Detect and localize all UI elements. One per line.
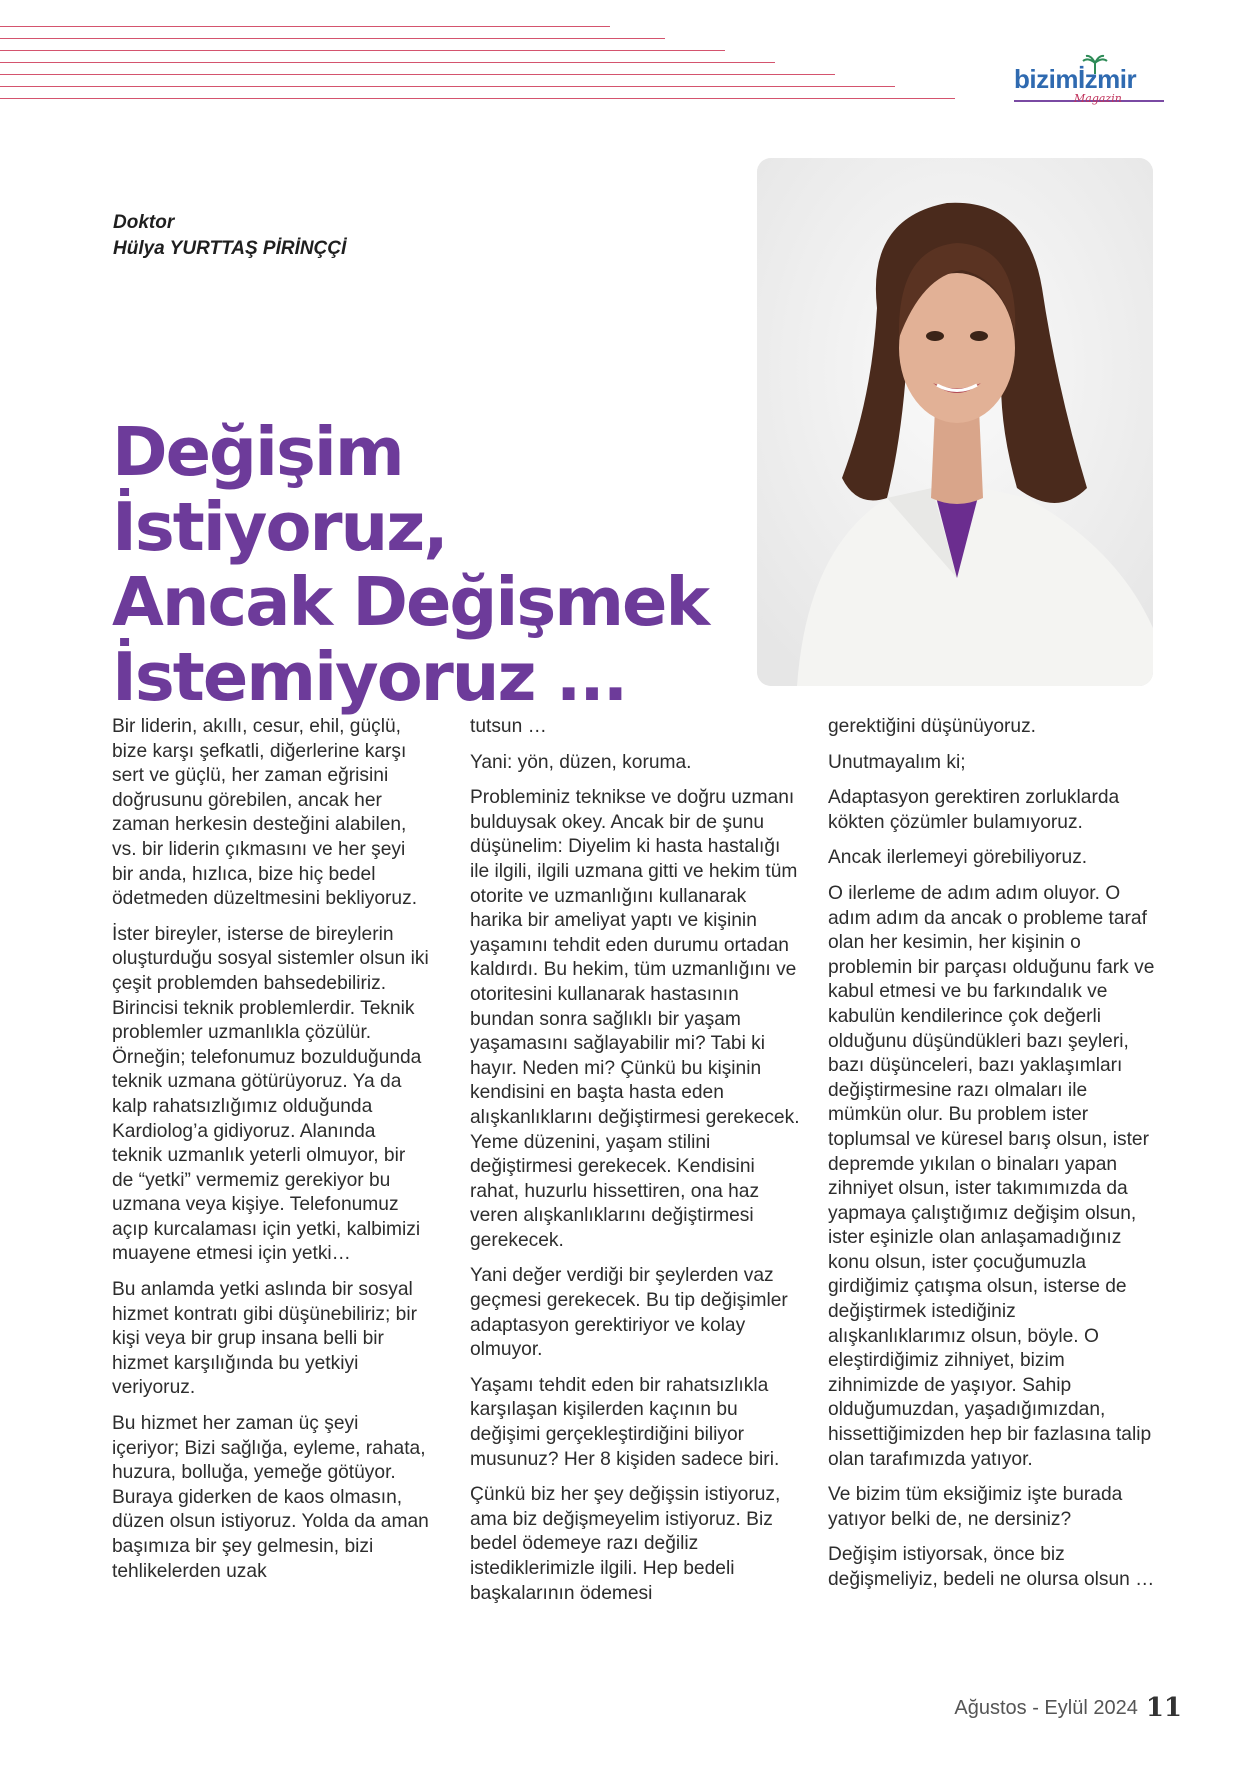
author-portrait-photo [757, 158, 1153, 686]
paragraph: İster bireyler, isterse de bireylerin oluşturduğu sosyal sistemler olsun iki çeşit problemden bahsedebiliriz. Birincisi teknik problemlerdir. Teknik problemler uzmanlıkla çözülür. Örneğin; telefonumuz bozulduğunda teknik uzmana götürüyoruz. Ya da kalp rahatsızlığımız olduğunda Kardiolog’a gidiyoruz. Alanında teknik uzmanlık yeterli olmuyor, bir de “yetki” vermemiz gerekiyor bu uzmana veya kişiye. Telefonumuz açıp kurcalaması için yetki, kalbimizi muayene etmesi için yetki… [112, 923, 429, 1265]
paragraph: tutsun … [470, 716, 547, 737]
article-headline [112, 415, 752, 715]
headline-line-2: Ancak Değişmek [112, 563, 709, 641]
paragraph: Bir liderin, akıllı, cesur, ehil, güçlü, bize karşı şefkatli, diğerlerine karşı sert ve güçlü, her zaman eğrisini doğrusunu görebilen, ancak her zaman herkesin desteğini alabilen, vs. bir liderin çıkmasını ve her şeyi bir anda, hızlıca, bize hiç bedel ödetmeden düzeltmesini bekliyoruz. [112, 716, 418, 910]
paragraph: Probleminiz teknikse ve doğru uzmanı bulduysak okey. Ancak bir de şunu düşünelim: Diyelim ki hasta hastalığı ile ilgili, ilgili uzmana gitti ve hekim tüm otorite ve uzmanlığını kullanarak harika bir ameliyat yaptı ve kişinin yaşamını tehdit eden durumu ortadan kaldırdı. Bu hekim, tüm uzmanlığını ve otoritesini kullanarak hastasının bundan sonra sağlıklı bir yaşam yaşamasını sağlayabilir mi? Tabi ki hayır. Neden mi? Çünkü bu kişinin kendisini en başta hasta eden alışkanlıklarını değiştirmesi gerekecek. Yeme düzenini, yaşam stilini değiştirmesi gerekecek. Kendisini rahat, huzurlu hissettiren, ona haz veren alışkanlıklarını değiştirmesi gerekecek. [470, 787, 800, 1251]
paragraph: gerektiğini düşünüyoruz. [828, 716, 1036, 737]
paragraph: Bu anlamda yetki aslında bir sosyal hizmet kontratı gibi düşünebiliriz; bir kişi veya bir grup insana belli bir hizmet karşılığında bu yetkiyi veriyoruz. [112, 1279, 418, 1399]
author-name: Hülya YURTTAŞ PİRİNÇÇİ [113, 238, 347, 259]
author-byline [113, 210, 346, 262]
issue-date: Ağustos - Eylül 2024 [954, 1697, 1138, 1719]
palm-tree-icon [1082, 54, 1108, 74]
page-number: 11 [1145, 1693, 1182, 1723]
paragraph: Bu hizmet her zaman üç şeyi içeriyor; Bizi sağlığa, eyleme, rahata, huzura, bolluğa, yemeğe götüyor. Buraya giderken de kaos olmasın, düzen olsun istiyoruz. Yolda da aman başımıza bir şey gelmesin, bizi tehlikelerden uzak [112, 1413, 429, 1582]
paragraph: Yaşamı tehdit eden bir rahatsızlıkla karşılaşan kişilerden kaçının bu değişimi gerçekleştirdiğini biliyor musunuz? Her 8 kişiden sadece biri. [470, 1374, 780, 1470]
logo-wordmark: bizimİzmir [1014, 64, 1137, 94]
paragraph: O ilerleme de adım adım oluyor. O adım adım da ancak o probleme taraf olan her kesimin, her kişinin o problemin bir parçası olduğunu fark ve kabul etmesi ve bu farkındalık ve kabulün kendilerince çok değerli olduğunu düşündükleri bazı şeyleri, bazı düşünceleri, bazı yaklaşımları değiştirmesine razı olmaları ile mümkün olur. Bu problem ister toplumsal ve küresel barış olsun, ister depremde yıkılan o binaları yapan zihniyet olsun, ister takımımızda da yapmaya çalıştığımız değişim olsun, ister eşinizle olan anlaşamadığınız konu olsun, ister çocuğumuzla girdiğimiz çatışma olsun, isterse de değiştirmek istediğiniz alışkanlıklarımız olsun, böyle. O eleştirdiğimiz zihniyet, bizim zihnimizde de yaşıyor. Sahip olduğumuzdan, yaşadığımızdan, hissettiğimizden hep bir fazlasına talip olan tarafımızda yatıyor. [828, 882, 1155, 1470]
paragraph: Ve bizim tüm eksiğimiz işte burada yatıyor belki de, ne dersiniz? [828, 1484, 1123, 1530]
paragraph: Ancak ilerlemeyi görebiliyoruz. [828, 847, 1088, 869]
article-column-2 [470, 715, 800, 1617]
paragraph: Çünkü biz her şey değişsin istiyoruz, ama biz değişmeyelim istiyoruz. Biz bedel ödemeye razı değiliz istediklerimizle ilgili. Hep bedeli başkalarının ödemesi [470, 1484, 781, 1604]
headline-line-1: Değişim İstiyoruz, [112, 413, 447, 566]
headline-line-3: İstemiyoruz ... [112, 638, 627, 716]
author-title: Doktor [113, 212, 175, 233]
paragraph: Unutmayalım ki; [828, 751, 966, 773]
paragraph: Değişim istiyorsak, önce biz değişmeliyiz, bedeli ne olursa olsun … [828, 1544, 1155, 1590]
paragraph: Yani: yön, düzen, koruma. [470, 751, 692, 773]
brand-logo [1014, 64, 1174, 114]
decorative-top-rules [0, 0, 1000, 120]
article-column-1 [112, 715, 430, 1595]
paragraph: Yani değer verdiği bir şeylerden vaz geçmesi gerekecek. Bu tip değişimler adaptasyon gerektiriyor ve kolay olmuyor. [470, 1265, 788, 1361]
portrait-illustration [757, 158, 1153, 686]
page-footer [954, 1693, 1182, 1723]
logo-subtitle: Magazin [1074, 92, 1122, 105]
paragraph: Adaptasyon gerektiren zorluklarda kökten çözümler bulamıyoruz. [828, 787, 1120, 833]
article-column-3 [828, 715, 1158, 1604]
